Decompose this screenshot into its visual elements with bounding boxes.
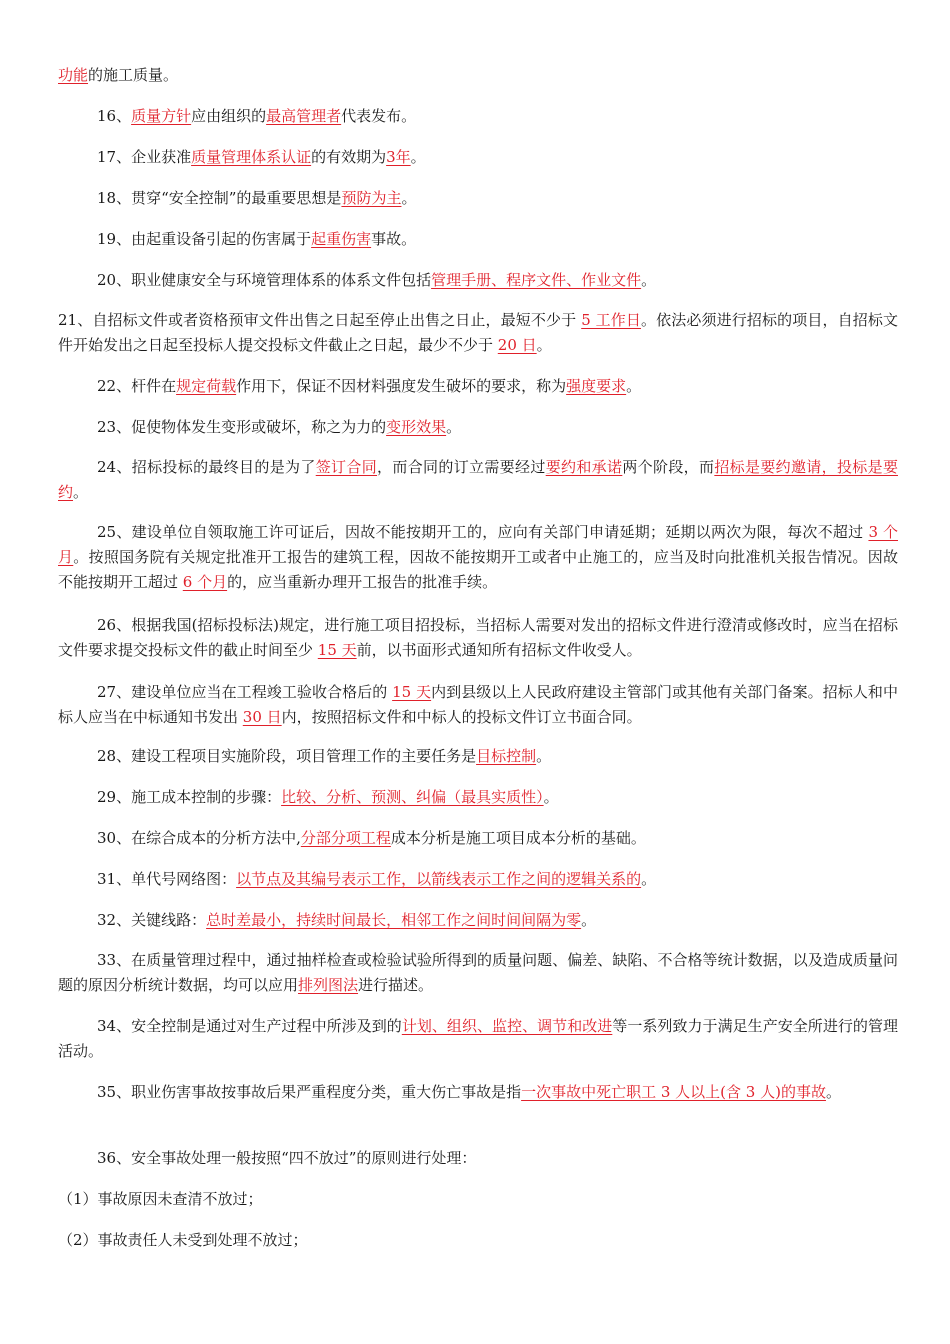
question-text: 的，应当重新办理开工报告的批准手续。 bbox=[227, 573, 498, 591]
question-text: 。 bbox=[536, 336, 552, 354]
sub-item-1 bbox=[58, 1188, 898, 1210]
question-text: 17、企业获准 bbox=[97, 148, 192, 166]
question-text: 35、职业伤害事故按事故后果严重程度分类，重大伤亡事故是指 bbox=[97, 1083, 522, 1101]
question-text: 19、由起重设备引起的伤害属于 bbox=[97, 230, 312, 248]
question-text: 作用下，保证不因材料强度发生破坏的要求，称为 bbox=[236, 377, 567, 395]
answer-text: 以节点及其编号表示工作，以箭线表示工作之间的逻辑关系的 bbox=[236, 870, 642, 888]
answer-text: 目标控制 bbox=[476, 747, 537, 765]
question-text: 。 bbox=[581, 911, 597, 929]
question-text: 。 bbox=[401, 189, 417, 207]
answer-text: 规定荷载 bbox=[176, 377, 237, 395]
answer-text: 总时差最小，持续时间最长，相邻工作之间时间间隔为零 bbox=[206, 911, 582, 929]
question-text: 30、在综合成本的分析方法中, bbox=[97, 829, 301, 847]
item-26 bbox=[58, 613, 898, 663]
question-text: 21、自招标文件或者资格预审文件出售之日起至停止出售之日止，最短不少于 bbox=[58, 311, 582, 329]
answer-text: 强度要求 bbox=[566, 377, 627, 395]
answer-text: 最高管理者 bbox=[266, 107, 342, 125]
answer-text: 分部分项工程 bbox=[300, 829, 391, 847]
answer-text: 比较、分析、预测、纠偏（最具实质性） bbox=[281, 788, 544, 806]
item-23 bbox=[97, 416, 937, 438]
question-text: 36、安全事故处理一般按照“四不放过”的原则进行处理： bbox=[97, 1149, 477, 1167]
question-text: 。 bbox=[641, 271, 657, 289]
question-text: 。 bbox=[543, 788, 559, 806]
question-text: 进行描述。 bbox=[358, 976, 434, 994]
question-text: 24、招标投标的最终目的是为了 bbox=[97, 458, 316, 476]
item-24 bbox=[58, 455, 898, 505]
answer-text: 一次事故中死亡职工 3 人以上(含 3 人)的事故 bbox=[521, 1083, 826, 1101]
item-21 bbox=[58, 308, 898, 358]
item-35 bbox=[58, 1080, 898, 1105]
question-text: 20、职业健康安全与环境管理体系的体系文件包括 bbox=[97, 271, 432, 289]
question-text: 。 bbox=[410, 148, 426, 166]
question-text: 。按照国务院有关规定批准开工报告的建筑工程，因故不能按期开工或者中止施工的，应当及时向批准机关报告情况。因故不能按期开工超过 bbox=[58, 548, 898, 591]
item-30 bbox=[97, 827, 937, 849]
question-text: 18、贯穿“安全控制”的最重要思想是 bbox=[97, 189, 342, 207]
question-text: 16、 bbox=[97, 107, 132, 125]
answer-text: 起重伤害 bbox=[311, 230, 372, 248]
question-text: 。 bbox=[536, 747, 552, 765]
item-16 bbox=[97, 105, 937, 127]
answer-text: 预防为主 bbox=[341, 189, 402, 207]
question-text: 内，按照招标文件和中标人的投标文件订立书面合同。 bbox=[281, 708, 642, 726]
question-text: （2）事故责任人未受到处理不放过； bbox=[58, 1231, 308, 1249]
question-text: 33、在质量管理过程中，通过抽样检查或检验试验所得到的质量问题、偏差、缺陷、不合格等统计数据，以及造成质量问题的原因分析统计数据，均可以应用 bbox=[58, 951, 898, 994]
answer-text: 签订合同 bbox=[315, 458, 378, 476]
answer-text: 排列图法 bbox=[298, 976, 359, 994]
question-text: 成本分析是施工项目成本分析的基础。 bbox=[390, 829, 646, 847]
answer-text: 15 天 bbox=[392, 683, 432, 701]
question-text: 。依法必须进行招标的项目，自招标文件开始发出之日起至投标人提交投标文件截止之日起，最少不少于 bbox=[58, 311, 898, 354]
question-text: 代表发布。 bbox=[341, 107, 417, 125]
answer-text: 要约和承诺 bbox=[545, 458, 623, 476]
item-31 bbox=[97, 868, 937, 890]
question-text: 。 bbox=[626, 377, 642, 395]
answer-text: 质量管理体系认证 bbox=[191, 148, 312, 166]
question-text: 两个阶段，而 bbox=[622, 458, 715, 476]
question-text: 25、建设单位自领取施工许可证后，因故不能按期开工的，应向有关部门申请延期；延期以两次为限，每次不超过 bbox=[97, 523, 869, 541]
answer-text: 管理手册、程序文件、作业文件 bbox=[431, 271, 642, 289]
question-text: 32、关键线路： bbox=[97, 911, 207, 929]
answer-text: 功能 bbox=[58, 66, 89, 84]
sub-item-2 bbox=[58, 1229, 898, 1251]
answer-text: 5 工作日 bbox=[581, 311, 642, 329]
item-33 bbox=[58, 948, 898, 998]
answer-text: 计划、组织、监控、调节和改进 bbox=[401, 1017, 613, 1035]
question-text: 等一系列致力于满足生产安全所进行的管理活动。 bbox=[58, 1017, 898, 1060]
item-18 bbox=[97, 187, 937, 209]
question-text: 26、根据我国(招标投标法)规定，进行施工项目招投标，当招标人需要对发出的招标文件进行澄清或修改时，应当在招标文件要求提交投标文件的截止时间至少 bbox=[58, 616, 898, 659]
question-text: 。 bbox=[73, 483, 89, 501]
question-text: 。 bbox=[446, 418, 462, 436]
question-text: 内到县级以上人民政府建设主管部门或其他有关部门备案。招标人和中标人应当在中标通知书发出 bbox=[58, 683, 898, 726]
item-17 bbox=[97, 146, 937, 168]
question-text: 。 bbox=[825, 1083, 841, 1101]
question-text: 应由组织的 bbox=[191, 107, 267, 125]
question-text: 28、建设工程项目实施阶段，项目管理工作的主要任务是 bbox=[97, 747, 477, 765]
question-text: ，而合同的订立需要经过 bbox=[377, 458, 546, 476]
answer-text: 6 个月 bbox=[182, 573, 228, 591]
item-22 bbox=[97, 375, 937, 397]
answer-text: 30 日 bbox=[242, 708, 282, 726]
answer-text: 招标是要约邀请，投标是要约 bbox=[58, 458, 898, 501]
item-25 bbox=[58, 520, 898, 595]
question-text: 34、安全控制是通过对生产过程中所涉及到的 bbox=[97, 1017, 402, 1035]
answer-text: 15 天 bbox=[317, 641, 357, 659]
question-text: 。 bbox=[641, 870, 657, 888]
question-text: 前，以书面形式通知所有招标文件收受人。 bbox=[356, 641, 642, 659]
answer-text: 3 个月 bbox=[58, 523, 898, 566]
item-27 bbox=[58, 680, 898, 730]
item-32 bbox=[97, 909, 937, 931]
item-28 bbox=[97, 745, 937, 767]
question-text: 的有效期为 bbox=[311, 148, 387, 166]
question-text: 31、单代号网络图： bbox=[97, 870, 237, 888]
question-text: 事故。 bbox=[371, 230, 417, 248]
question-text: 的施工质量。 bbox=[88, 66, 179, 84]
answer-text: 3年 bbox=[386, 148, 411, 166]
paragraph-continuation bbox=[58, 64, 898, 86]
question-text: 27、建设单位应当在工程竣工验收合格后的 bbox=[97, 683, 393, 701]
question-text: 22、杆件在 bbox=[97, 377, 177, 395]
answer-text: 20 日 bbox=[497, 336, 537, 354]
item-36 bbox=[97, 1147, 937, 1169]
item-34 bbox=[58, 1014, 898, 1064]
question-text: 23、促使物体发生变形或破坏，称之为力的 bbox=[97, 418, 387, 436]
answer-text: 质量方针 bbox=[131, 107, 192, 125]
question-text: （1）事故原因未查清不放过； bbox=[58, 1190, 263, 1208]
item-29 bbox=[97, 786, 937, 808]
item-20 bbox=[97, 269, 937, 291]
item-19 bbox=[97, 228, 937, 250]
answer-text: 变形效果 bbox=[386, 418, 447, 436]
question-text: 29、施工成本控制的步骤： bbox=[97, 788, 282, 806]
